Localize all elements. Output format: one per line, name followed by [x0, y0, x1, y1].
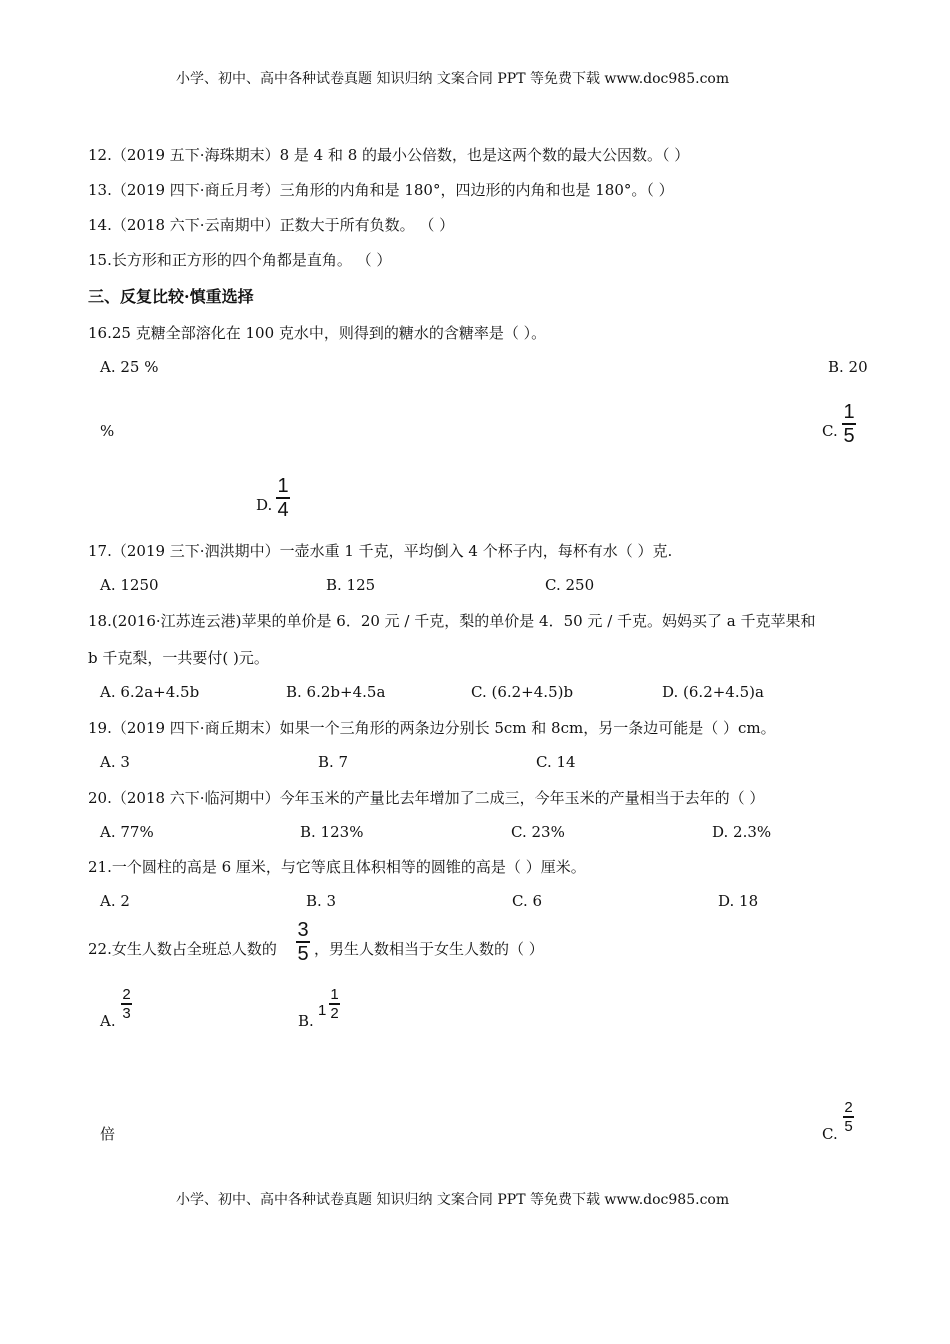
fraction-denominator: 2 — [330, 1004, 339, 1022]
question-18-option-d: D. (6.2+4.5)a — [662, 683, 764, 701]
question-19-stem: 19.（2019 四下·商丘期末）如果一个三角形的两条边分别长 5cm 和 8cm，另一条边可能是（ ）cm。 — [88, 719, 776, 737]
question-22-option-a-fraction — [121, 987, 132, 1021]
page-header: 小学、初中、高中各种试卷真题 知识归纳 文案合同 PPT 等免费下载 www.doc985.com — [176, 71, 730, 87]
question-22-option-b-fraction — [329, 987, 340, 1021]
question-21-option-d: D. 18 — [718, 892, 759, 910]
question-22-stem-pre: 22.女生人数占全班总人数的 — [88, 940, 277, 958]
question-16-option-b: B. 20 — [828, 358, 868, 376]
fraction-numerator: 1 — [330, 986, 339, 1003]
question-13: 13.（2019 四下·商丘月考）三角形的内角和是 180°，四边形的内角和也是 180°。（ ） — [88, 181, 674, 199]
question-14: 14.（2018 六下·云南期中）正数大于所有负数。 （ ） — [88, 216, 455, 234]
question-20-stem: 20.（2018 六下·临河期中）今年玉米的产量比去年增加了二成三，今年玉米的产量相当于去年的（ ） — [88, 789, 765, 807]
question-16-option-a: A. 25 % — [100, 358, 159, 376]
question-16-option-d-fraction — [276, 476, 290, 520]
question-22-option-c-fraction — [843, 1100, 854, 1134]
question-19-option-a: A. 3 — [100, 753, 130, 771]
question-18-stem-line2: b 千克梨，一共要付( )元。 — [88, 649, 269, 667]
question-15: 15.长方形和正方形的四个角都是直角。 （ ） — [88, 251, 392, 269]
fraction-numerator: 1 — [277, 475, 289, 497]
question-17-stem: 17.（2019 三下·泗洪期中）一壶水重 1 千克，平均倒入 4 个杯子内，每杯有水（ ）克. — [88, 542, 673, 560]
question-20-option-c: C. 23% — [511, 823, 565, 841]
fraction-numerator: 1 — [843, 401, 855, 423]
question-16-option-b-cont: % — [100, 422, 115, 440]
question-18-stem-line1: 18.(2016·江苏连云港)苹果的单价是 6．20 元 / 千克，梨的单价是 4．50 元 / 千克。妈妈买了 a 千克苹果和 — [88, 612, 816, 630]
fraction-denominator: 5 — [297, 942, 309, 965]
fraction-denominator: 5 — [843, 424, 855, 447]
question-21-option-c: C. 6 — [512, 892, 543, 910]
question-21-stem: 21.一个圆柱的高是 6 厘米，与它等底且体积相等的圆锥的高是（ ）厘米。 — [88, 858, 586, 876]
fraction-denominator: 3 — [122, 1004, 131, 1022]
question-16-stem: 16.25 克糖全部溶化在 100 克水中，则得到的糖水的含糖率是（ ）。 — [88, 324, 547, 342]
question-20-option-a: A. 77% — [100, 823, 154, 841]
question-18-option-b: B. 6.2b+4.5a — [286, 683, 386, 701]
question-22-option-b-whole: 1 — [318, 1002, 327, 1019]
question-19-option-b: B. 7 — [318, 753, 349, 771]
question-16-option-c-label: C. — [822, 422, 838, 440]
question-22-option-a-label: A. — [100, 1012, 116, 1030]
question-22-stem-fraction — [296, 920, 310, 964]
question-18-option-c: C. (6.2+4.5)b — [471, 683, 574, 701]
question-21-option-b: B. 3 — [306, 892, 337, 910]
question-22-option-c-label: C. — [822, 1125, 838, 1143]
question-20-option-d: D. 2.3% — [712, 823, 772, 841]
question-18-option-a: A. 6.2a+4.5b — [100, 683, 200, 701]
question-12: 12.（2019 五下·海珠期末）8 是 4 和 8 的最小公倍数，也是这两个数的最大公因数。（ ） — [88, 146, 690, 164]
question-21-option-a: A. 2 — [100, 892, 130, 910]
section-title: 三、反复比较·慎重选择 — [88, 287, 254, 306]
question-19-option-c: C. 14 — [536, 753, 576, 771]
question-17-option-c: C. 250 — [545, 576, 595, 594]
question-17-option-b: B. 125 — [326, 576, 376, 594]
fraction-numerator: 2 — [844, 1099, 853, 1116]
question-16-option-c-fraction — [842, 402, 856, 446]
question-16-option-d-label: D. — [256, 496, 273, 514]
fraction-denominator: 4 — [277, 498, 289, 521]
fraction-numerator: 3 — [297, 919, 309, 941]
question-17-option-a: A. 1250 — [100, 576, 159, 594]
question-22-option-b-label: B. — [298, 1012, 314, 1030]
question-20-option-b: B. 123% — [300, 823, 364, 841]
question-22-option-b-cont: 倍 — [100, 1125, 116, 1143]
page-footer: 小学、初中、高中各种试卷真题 知识归纳 文案合同 PPT 等免费下载 www.doc985.com — [176, 1192, 730, 1208]
fraction-denominator: 5 — [844, 1117, 853, 1135]
question-22-stem-post: ，男生人数相当于女生人数的（ ） — [314, 940, 544, 958]
fraction-numerator: 2 — [122, 986, 131, 1003]
